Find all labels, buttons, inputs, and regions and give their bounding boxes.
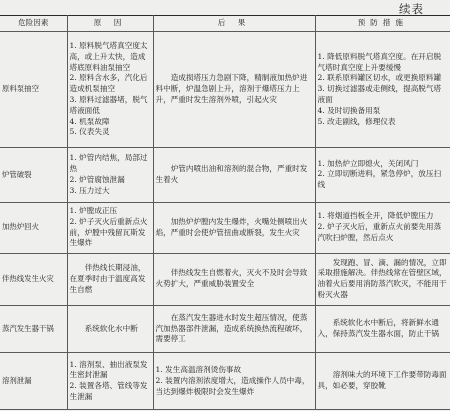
consequence-item: 2. 装置内溶剂浓度增大，造成操作人员中毒，当达到爆炸极限时会发生爆炸 bbox=[155, 375, 310, 396]
header-prevention: 预防措施 bbox=[315, 16, 450, 32]
table-row bbox=[0, 148, 450, 202]
measures-cell bbox=[315, 32, 450, 148]
measure-item: 2. 立即切断进料，紧急停炉，放压扫线 bbox=[317, 169, 442, 190]
measure-item: 1. 将烟道挡板全开，降低炉膛压力 bbox=[317, 211, 434, 221]
cause-item: 1. 溶剂泵、抽出液泵发生密封泄漏 bbox=[69, 359, 148, 380]
measures-cell: 溶剂味大的环境下工作要带防毒面具，如必要，穿胶靴 bbox=[315, 353, 450, 410]
consequence-item: 1. 发生高温溶剂烫伤事故 bbox=[155, 365, 242, 375]
cause-item: 4. 机泵故障 bbox=[69, 116, 110, 126]
cause-item: 1. 炉膛成正压 bbox=[69, 205, 118, 215]
cause-cell bbox=[67, 202, 153, 253]
continued-table-caption: 续表 bbox=[399, 2, 424, 16]
table-row bbox=[0, 253, 450, 305]
consequence-cell: 加热炉炉膛内发生爆炸，火嘴处侧喷出火焰，严重时会使炉管扭曲或断裂，发生火灾 bbox=[153, 202, 315, 253]
cause-cell: 系统软化水中断 bbox=[67, 305, 153, 353]
cause-cell: 伴热线长期浸油，在夏季时由于温度高发生自燃 bbox=[67, 253, 153, 305]
measure-item: 5. 改走副线，修理仪表 bbox=[317, 116, 396, 126]
consequence-cell: 炉管内喷出油和溶剂的混合物，严重时发生着火 bbox=[153, 148, 315, 202]
cause-item: 2. 原料含水多，汽化后造成机泵抽空 bbox=[69, 73, 148, 94]
hazard-factor-cell: 原料泵抽空 bbox=[0, 32, 67, 148]
header-cause: 原 因 bbox=[67, 16, 153, 32]
cause-cell bbox=[67, 353, 153, 410]
measures-cell bbox=[315, 148, 450, 202]
consequence-cell bbox=[153, 353, 315, 410]
measures-cell bbox=[315, 202, 450, 253]
table-row bbox=[0, 202, 450, 253]
cause-item: 2. 装置各塔、管线等发生泄漏 bbox=[69, 381, 148, 402]
hazard-factor-cell: 加热炉回火 bbox=[0, 202, 67, 253]
table-header-row bbox=[0, 16, 450, 32]
measure-item: 3. 切换过滤器或走侧线，提高脱气塔液面 bbox=[317, 84, 442, 104]
measure-item: 1. 降低原料脱气塔真空度。在开启脱气塔时真空度上升要缓慢 bbox=[317, 51, 442, 72]
cause-item: 2. 炉管腐蚀泄漏 bbox=[69, 174, 125, 184]
hazard-factor-cell: 溶剂泄漏 bbox=[0, 353, 67, 410]
cause-cell bbox=[67, 148, 153, 202]
header-hazard-factor: 危险因素 bbox=[0, 16, 67, 32]
table-row bbox=[0, 32, 450, 148]
table-row bbox=[0, 305, 450, 353]
cause-cell bbox=[67, 32, 153, 148]
consequence-cell: 造成损塔压力急剧下降，精制液加热炉进料中断，炉温急剧上升，溶剂于爆塔压力上升，严重时发生溶剂外喷，引起火灾 bbox=[153, 32, 315, 148]
measures-cell: 发现跑、冒、滴、漏的情况，立即采取措施解决。伴热线常在管壁区域，油着火后要用消防蒸汽吹灭，不能用干粉灭火器 bbox=[315, 253, 450, 305]
consequence-cell: 在蒸汽发生器进水时发生超压情况，使蒸汽加热器部件泄漏，造成系统换热流程破坏，需要停工 bbox=[153, 305, 315, 353]
measures-cell: 系统软化水中断后，将新鲜水通入，保持蒸汽发生器水面，防止干锅 bbox=[315, 305, 450, 353]
cause-item: 3. 原料过滤器堵，脱气塔液面低 bbox=[69, 95, 148, 115]
cause-item: 3. 压力过大 bbox=[69, 185, 110, 195]
cause-item: 1. 原料脱气塔真空度太高，或上升太快，造成塔底原料油泵抽空 bbox=[69, 41, 148, 72]
consequence-cell: 伴热线发生自燃着火，灭火不及时会导致火势扩大，严重威胁装置安全 bbox=[153, 253, 315, 305]
measure-item: 4. 及时切换备用泵 bbox=[317, 105, 381, 115]
hazard-factor-cell: 伴热线发生火灾 bbox=[0, 253, 67, 305]
hazard-table bbox=[0, 15, 450, 410]
table-row bbox=[0, 353, 450, 410]
header-consequence: 后 果 bbox=[153, 16, 315, 32]
hazard-factor-cell: 炉管破裂 bbox=[0, 148, 67, 202]
cause-item: 2. 炉子灭火后重新点火前，炉膛中残留瓦斯发生爆炸 bbox=[69, 216, 148, 248]
hazard-factor-cell: 蒸汽发生器干锅 bbox=[0, 305, 67, 353]
measure-item: 1. 加热炉立即熄火，关闭风门 bbox=[317, 158, 419, 168]
cause-item: 5. 仪表失灵 bbox=[69, 127, 110, 137]
measure-item: 2. 联系原料罐区切水，或更换原料罐 bbox=[317, 73, 442, 83]
cause-item: 1. 炉管内结焦，局部过热 bbox=[69, 153, 148, 174]
measure-item: 2. 炉子灭火后，重新点火前要先用蒸汽吹扫炉膛，然后点火 bbox=[317, 222, 442, 242]
